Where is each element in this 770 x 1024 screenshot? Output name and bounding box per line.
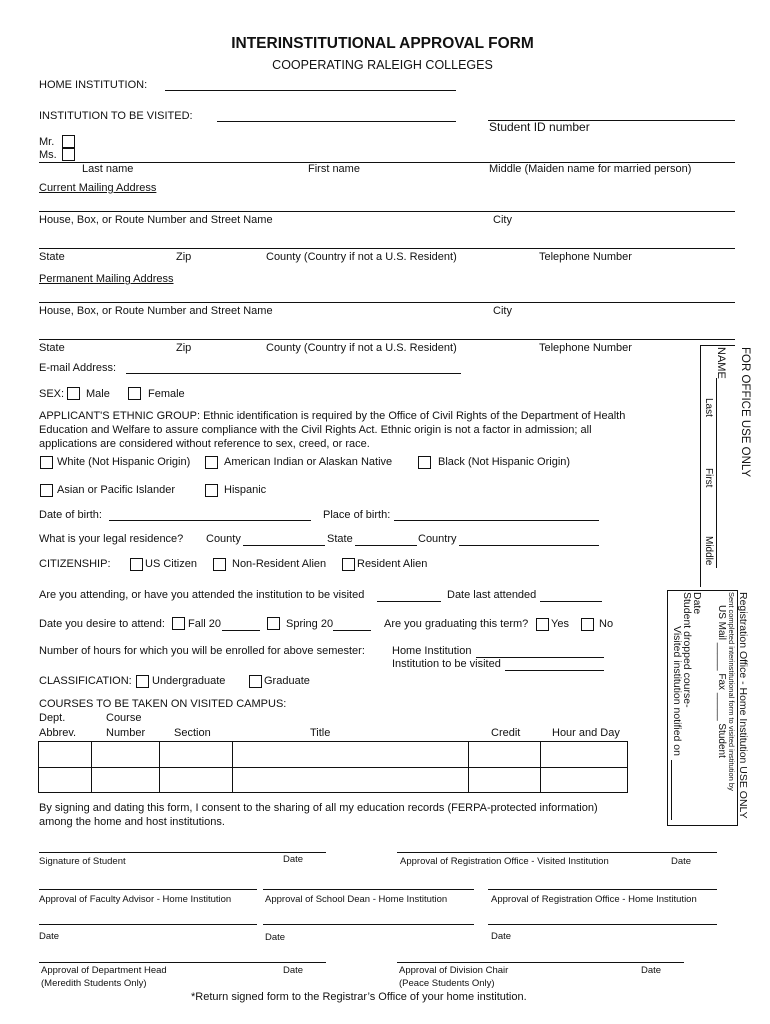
- permanent-street-label: House, Box, or Route Number and Street Name: [39, 305, 273, 317]
- dept-head-date-label: Date: [283, 965, 304, 976]
- office-middle-label: Middle: [703, 536, 714, 566]
- advisor-date-label: Date: [39, 931, 60, 942]
- current-street-label: House, Box, or Route Number and Street Name: [39, 214, 273, 226]
- dob-line: [109, 520, 311, 521]
- send-channels: US Mail _____ Fax _____ Student: [716, 605, 727, 758]
- no-checkbox[interactable]: [581, 618, 594, 631]
- faculty-advisor-label: Approval of Faculty Advisor - Home Institution: [39, 894, 232, 905]
- us-citizen-label: US Citizen: [145, 558, 197, 570]
- email-line: [126, 373, 461, 374]
- meredith-note: (Meredith Students Only): [41, 978, 147, 989]
- no-label: No: [599, 618, 614, 630]
- home-approval-line: [488, 889, 717, 890]
- male-checkbox[interactable]: [67, 387, 80, 400]
- white-checkbox[interactable]: [40, 456, 53, 469]
- resident-alien-label: Resident Alien: [357, 558, 428, 570]
- home-approval-label: Approval of Registration Office - Home Institution: [491, 894, 697, 905]
- visited-approval-label: Approval of Registration Office - Visited Institution: [400, 856, 609, 867]
- visited-approval-line: [397, 852, 717, 853]
- pob-label: Place of birth:: [323, 509, 391, 521]
- division-chair-line: [397, 962, 684, 963]
- current-state-label: State: [39, 251, 65, 263]
- current-street-line: [39, 211, 735, 212]
- ethnic-text-1: APPLICANT'S ETHNIC GROUP: Ethnic identification is required by the Office of Civil Rights of the Department of Health: [39, 410, 626, 422]
- non-resident-label: Non-Resident Alien: [232, 558, 327, 570]
- residence-country-line: [459, 545, 599, 546]
- graduate-label: Graduate: [264, 675, 310, 687]
- courses-col-divider-2: [159, 741, 160, 793]
- graduating-label: Are you graduating this term?: [384, 618, 529, 630]
- consent-text-1: By signing and dating this form, I consent to the sharing of all my education records (FERPA-protected information): [39, 802, 598, 814]
- school-dean-label: Approval of School Dean - Home Institution: [265, 894, 448, 905]
- resident-alien-checkbox[interactable]: [342, 558, 355, 571]
- office-use-title: FOR OFFICE USE ONLY: [739, 347, 751, 478]
- legal-residence-label: What is your legal residence?: [39, 533, 184, 545]
- peace-note: (Peace Students Only): [399, 978, 495, 989]
- hours-label: Number of hours for which you will be enrolled for above semester:: [39, 645, 365, 657]
- courses-col-divider-4: [468, 741, 469, 793]
- courses-col-divider-3: [232, 741, 233, 793]
- dept-head-label: Approval of Department Head: [41, 965, 167, 976]
- classification-label: CLASSIFICATION:: [39, 675, 132, 687]
- middle-name-label: Middle (Maiden name for married person): [489, 163, 692, 175]
- home-date-line: [488, 924, 717, 925]
- sex-label: SEX:: [39, 388, 65, 400]
- courses-heading: COURSES TO BE TAKEN ON VISITED CAMPUS:: [39, 698, 287, 710]
- office-first-label: First: [703, 468, 714, 488]
- dob-field[interactable]: [110, 507, 311, 520]
- date-desire-label: Date you desire to attend:: [39, 618, 165, 630]
- asian-checkbox[interactable]: [40, 484, 53, 497]
- student-id-label: Student ID number: [489, 120, 590, 134]
- faculty-advisor-line: [39, 889, 257, 890]
- division-chair-label: Approval of Division Chair: [399, 965, 509, 976]
- office-box-top: [700, 345, 735, 346]
- graduate-checkbox[interactable]: [249, 675, 262, 688]
- student-date-label: Date: [283, 854, 304, 865]
- ethnic-text-2: Education and Welfare to assure compliance with the Civil Rights Act. Ethnic origin is not a factor in admission; all: [39, 424, 592, 436]
- courses-col-divider-5: [540, 741, 541, 793]
- visited-hours-label: Institution to be visited: [392, 658, 501, 670]
- hispanic-label: Hispanic: [224, 484, 267, 496]
- dean-date-line: [263, 924, 474, 925]
- male-label: Male: [86, 388, 110, 400]
- female-checkbox[interactable]: [128, 387, 141, 400]
- fall-label: Fall 20: [188, 618, 222, 630]
- mr-checkbox[interactable]: [62, 135, 75, 148]
- current-zip-label: Zip: [176, 251, 192, 263]
- consent-text-2: among the home and host institutions.: [39, 816, 225, 828]
- dropped-date-label: Date: [691, 592, 703, 615]
- dob-label: Date of birth:: [39, 509, 102, 521]
- last-name-label: Last name: [82, 163, 134, 175]
- sent-note: Sent completed interinstitutional form to visited institution by: [727, 592, 736, 791]
- permanent-state-line: [39, 339, 735, 340]
- home-date-label: Date: [491, 931, 512, 942]
- office-name-label: NAME: [715, 347, 727, 379]
- current-telephone-label: Telephone Number: [539, 251, 632, 263]
- office-last-label: Last: [703, 398, 714, 417]
- dean-date-label: Date: [265, 932, 286, 943]
- email-field[interactable]: [127, 360, 461, 373]
- non-resident-checkbox[interactable]: [213, 558, 226, 571]
- student-signature-label: Signature of Student: [39, 856, 126, 867]
- spring-year-line: [333, 630, 371, 631]
- registration-office-title: Registration Office - Home Institution USE ONLY: [737, 592, 749, 819]
- dept-head-line: [39, 962, 326, 963]
- institution-visited-label: INSTITUTION TO BE VISITED:: [39, 110, 193, 122]
- residence-county-label: County: [206, 533, 241, 545]
- return-instructions: *Return signed form to the Registrar’s Office of your home institution.: [191, 991, 527, 1003]
- col-course-label: Course: [106, 712, 142, 724]
- home-institution-line: [165, 90, 456, 91]
- col-hour-day-label: Hour and Day: [552, 727, 620, 739]
- ethnic-text-3: applications are considered without reference to sex, creed, or race.: [39, 438, 370, 450]
- visited-date-label: Date: [671, 856, 692, 867]
- home-hours-label: Home Institution: [392, 645, 472, 657]
- permanent-county-label: County (Country if not a U.S. Resident): [266, 342, 457, 354]
- col-section-label: Section: [174, 727, 211, 739]
- form-subtitle: COOPERATING RALEIGH COLLEGES: [272, 58, 493, 72]
- asian-label: Asian or Pacific Islander: [57, 484, 175, 496]
- division-chair-date-label: Date: [641, 965, 662, 976]
- institution-visited-line: [217, 121, 456, 122]
- permanent-city-label: City: [493, 305, 512, 317]
- permanent-zip-label: Zip: [176, 342, 192, 354]
- home-institution-label: HOME INSTITUTION:: [39, 79, 148, 91]
- black-label: Black (Not Hispanic Origin): [438, 456, 571, 468]
- american-indian-checkbox[interactable]: [205, 456, 218, 469]
- student-dropped-label: Student dropped course-: [681, 592, 693, 708]
- spring-label: Spring 20: [286, 618, 334, 630]
- yes-label: Yes: [551, 618, 569, 630]
- current-county-label: County (Country if not a U.S. Resident): [266, 251, 457, 263]
- pob-field[interactable]: [395, 507, 599, 520]
- office-box-left: [700, 345, 701, 587]
- residence-county-line: [243, 545, 325, 546]
- courses-col-divider-1: [91, 741, 92, 793]
- hispanic-checkbox[interactable]: [205, 484, 218, 497]
- fall-year-line: [222, 630, 260, 631]
- residence-state-line: [355, 545, 417, 546]
- institution-visited-field[interactable]: [218, 108, 456, 121]
- advisor-date-line: [39, 924, 257, 925]
- col-title-label: Title: [310, 727, 331, 739]
- date-last-attended-label: Date last attended: [447, 589, 537, 601]
- email-label: E-mail Address:: [39, 362, 117, 374]
- col-credit-label: Credit: [491, 727, 521, 739]
- ms-checkbox[interactable]: [62, 148, 75, 161]
- pob-line: [394, 520, 599, 521]
- permanent-mailing-heading: Permanent Mailing Address: [39, 273, 174, 285]
- us-citizen-checkbox[interactable]: [130, 558, 143, 571]
- notified-line: [671, 760, 672, 820]
- current-city-label: City: [493, 214, 512, 226]
- current-mailing-heading: Current Mailing Address: [39, 182, 157, 194]
- first-name-label: First name: [308, 163, 360, 175]
- school-dean-line: [263, 889, 474, 890]
- date-last-attended-line: [540, 601, 602, 602]
- col-abbrev-label: Abbrev.: [39, 727, 77, 739]
- female-label: Female: [148, 388, 185, 400]
- fall-checkbox[interactable]: [172, 617, 185, 630]
- residence-country-label: Country: [418, 533, 457, 545]
- permanent-telephone-label: Telephone Number: [539, 342, 632, 354]
- spring-checkbox[interactable]: [267, 617, 280, 630]
- ms-label: Ms.: [39, 149, 57, 161]
- black-checkbox[interactable]: [418, 456, 431, 469]
- undergraduate-label: Undergraduate: [152, 675, 226, 687]
- form-title: INTERINSTITUTIONAL APPROVAL FORM: [231, 35, 534, 52]
- col-number-label: Number: [106, 727, 146, 739]
- white-label: White (Not Hispanic Origin): [57, 456, 191, 468]
- attending-label: Are you attending, or have you attended the institution to be visited: [39, 589, 365, 601]
- col-dept-label: Dept.: [39, 712, 66, 724]
- permanent-street-line: [39, 302, 735, 303]
- visited-hours-line: [505, 670, 604, 671]
- residence-state-label: State: [327, 533, 353, 545]
- current-state-line: [39, 248, 735, 249]
- visited-notified-label: Visited institution notified on: [671, 626, 683, 756]
- mr-label: Mr.: [39, 136, 55, 148]
- attending-line: [377, 601, 441, 602]
- american-indian-label: American Indian or Alaskan Native: [224, 456, 393, 468]
- office-name-line: [716, 378, 717, 568]
- citizenship-label: CITIZENSHIP:: [39, 558, 111, 570]
- yes-checkbox[interactable]: [536, 618, 549, 631]
- permanent-state-label: State: [39, 342, 65, 354]
- undergraduate-checkbox[interactable]: [136, 675, 149, 688]
- home-institution-field[interactable]: [166, 77, 456, 90]
